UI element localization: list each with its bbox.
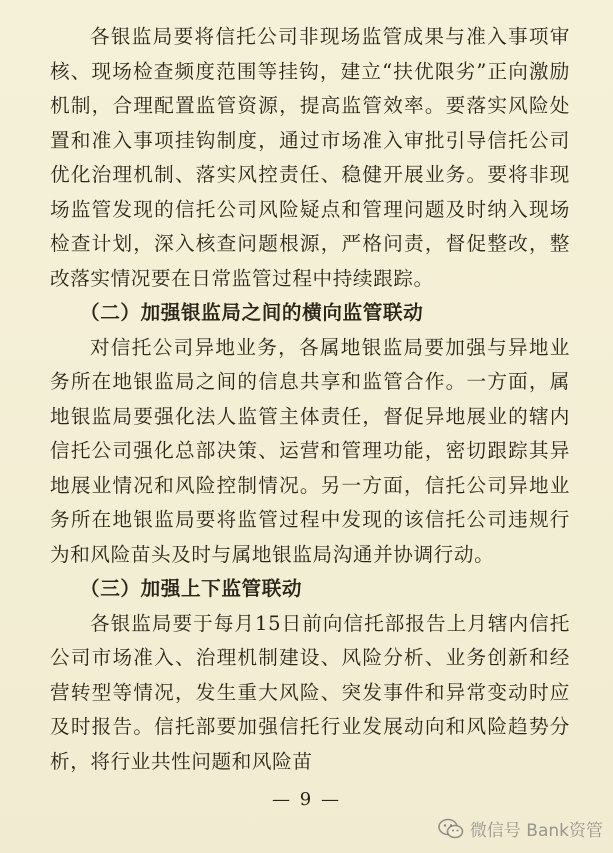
paragraph-3: 各银监局要于每月15日前向信托部报告上月辖内信托公司市场准入、治理机制建设、风险分析、业务创新和经营转型等情况，发生重大风险、突发事件和异常变动时应及时报告。信托部要加强信托行业发展动向和风险趋势分析，将行业共性问题和风险苗 [50,611,570,773]
wechat-icon [438,818,464,840]
watermark-text: 微信号 Bank资管 [469,821,603,841]
document-body [50,20,570,779]
section-heading-2: （二）加强银监局之间的横向监管联动 [80,301,424,324]
page-number: — 9 — [272,789,341,810]
watermark [438,816,603,841]
paragraph-1: 各银监局要将信托公司非现场监管成果与准入事项审核、现场检查频度范围等挂钩，建立“扶优限劣”正向激励机制，合理配置监管资源，提高监管效率。要落实风险处置和准入事项挂钩制度，通过市场准入审批引导信托公司优化治理机制、落实风控责任、稳健开展业务。要将非现场监管发现的信托公司风险疑点和管理问题及时纳入现场检查计划，深入核查问题根源，严格问责，督促整改，整改落实情况要在日常监管过程中持续跟踪。 [50,25,570,290]
paragraph-2: 对信托公司异地业务，各属地银监局要加强与异地业务所在地银监局之间的信息共享和监管合作。一方面，属地银监局要强化法人监管主体责任，督促异地展业的辖内信托公司强化总部决策、运营和管理功能，密切跟踪其异地展业情况和风险控制情况。另一方面，信托公司异地业务所在地银监局要将监管过程中发现的该信托公司违规行为和风险苗头及时与属地银监局沟通并协调行动。 [50,335,570,566]
section-heading-3: （三）加强上下监管联动 [80,577,303,600]
